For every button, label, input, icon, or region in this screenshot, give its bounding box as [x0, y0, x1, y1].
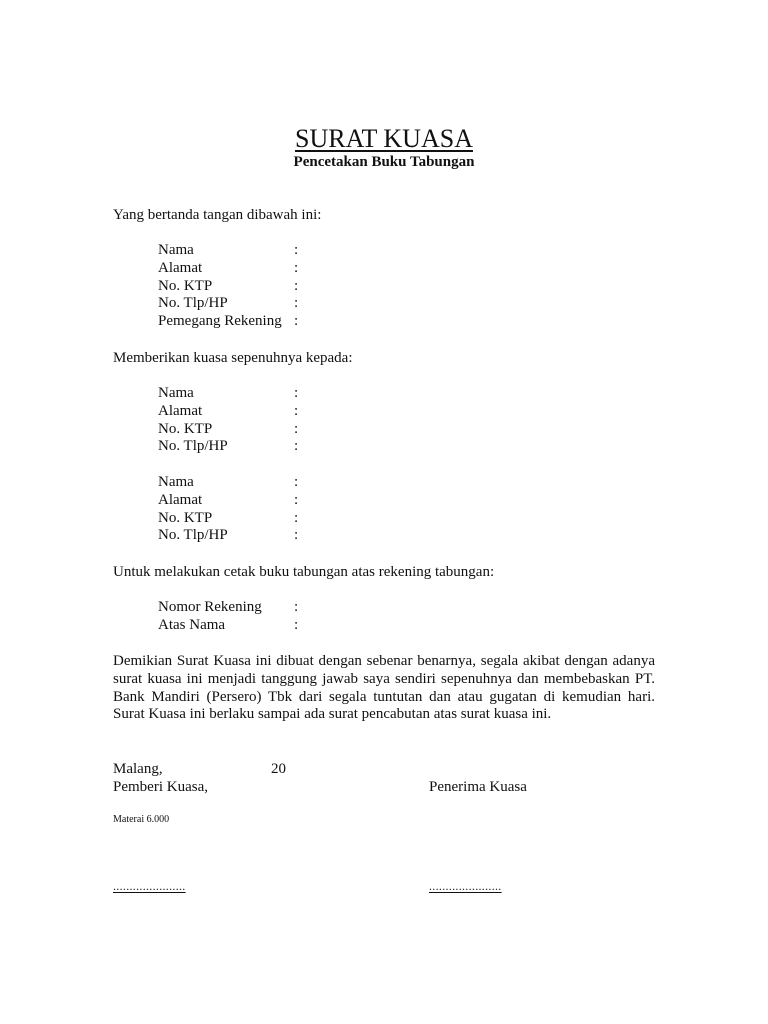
- field-label: No. KTP: [158, 509, 213, 526]
- field-separator: :: [294, 313, 299, 330]
- field-label: Nama: [158, 385, 194, 401]
- field-row: [158, 403, 298, 421]
- field-row: [158, 510, 298, 528]
- field-row: [158, 242, 298, 260]
- field-separator: :: [294, 420, 299, 437]
- intro-text: Yang bertanda tangan dibawah ini:: [113, 207, 322, 223]
- giver-label: Pemberi Kuasa,: [113, 779, 208, 795]
- field-separator: :: [294, 491, 299, 508]
- field-row: [158, 599, 298, 617]
- field-row: [158, 492, 298, 510]
- field-label: Nama: [158, 474, 194, 490]
- closing-paragraph: [113, 653, 655, 724]
- field-separator: :: [294, 295, 299, 312]
- field-label: Pemegang Rekening: [158, 313, 282, 330]
- field-row: [158, 421, 298, 439]
- field-label: Nomor Rekening: [158, 599, 262, 615]
- closing-line: Surat Kuasa ini berlaku sampai ada surat pencabutan atas surat kuasa ini.: [113, 706, 552, 723]
- account-fields: [158, 599, 298, 635]
- field-row: [158, 527, 298, 545]
- closing-line: Demikian Surat Kuasa ini dibuat dengan sebenar benarnya, segala akibat dengan adanya: [113, 653, 655, 669]
- stamp-note: Materai 6.000: [113, 814, 170, 825]
- field-separator: :: [294, 616, 299, 633]
- field-separator: :: [294, 277, 299, 294]
- field-label: Nama: [158, 242, 194, 258]
- year-text: 20: [271, 761, 286, 777]
- field-separator: :: [294, 259, 299, 276]
- grant-text: Memberikan kuasa sepenuhnya kepada:: [113, 350, 353, 366]
- closing-line: surat kuasa ini menjadi tanggung jawab saya sendiri sepenuhnya dan membebaskan PT.: [113, 670, 655, 687]
- field-row: [158, 278, 298, 296]
- field-separator: :: [294, 509, 299, 526]
- field-label: No. Tlp/HP: [158, 438, 228, 455]
- field-row: [158, 438, 298, 456]
- field-separator: :: [294, 474, 299, 490]
- field-label: Alamat: [158, 259, 203, 276]
- field-row: [158, 474, 298, 492]
- field-label: No. Tlp/HP: [158, 527, 228, 544]
- recipient2-fields: [158, 474, 298, 545]
- place-text: Malang,: [113, 761, 163, 777]
- field-label: Atas Nama: [158, 616, 226, 633]
- field-row: [158, 260, 298, 278]
- field-label: Alamat: [158, 491, 203, 508]
- field-label: No. KTP: [158, 277, 213, 294]
- field-row: [158, 385, 298, 403]
- giver-fields: [158, 242, 298, 331]
- giver-signature-line: ......................: [113, 879, 186, 893]
- document-title: SURAT KUASA: [295, 124, 473, 153]
- field-label: Alamat: [158, 402, 203, 419]
- receiver-label: Penerima Kuasa: [429, 779, 527, 795]
- field-separator: :: [294, 599, 299, 615]
- recipient1-fields: [158, 385, 298, 456]
- closing-line: Bank Mandiri (Persero) Tbk dari segala tuntutan dan atau gugatan di kemudian hari.: [113, 688, 655, 705]
- field-separator: :: [294, 242, 299, 258]
- field-separator: :: [294, 402, 299, 419]
- field-row: [158, 313, 298, 331]
- field-row: [158, 617, 298, 635]
- field-label: No. KTP: [158, 420, 213, 437]
- receiver-signature-line: ......................: [429, 879, 502, 893]
- field-separator: :: [294, 527, 299, 544]
- field-separator: :: [294, 438, 299, 455]
- field-row: [158, 295, 298, 313]
- document-subtitle: Pencetakan Buku Tabungan: [293, 154, 475, 170]
- field-separator: :: [294, 385, 299, 401]
- purpose-text: Untuk melakukan cetak buku tabungan atas rekening tabungan:: [113, 564, 495, 580]
- field-label: No. Tlp/HP: [158, 295, 228, 312]
